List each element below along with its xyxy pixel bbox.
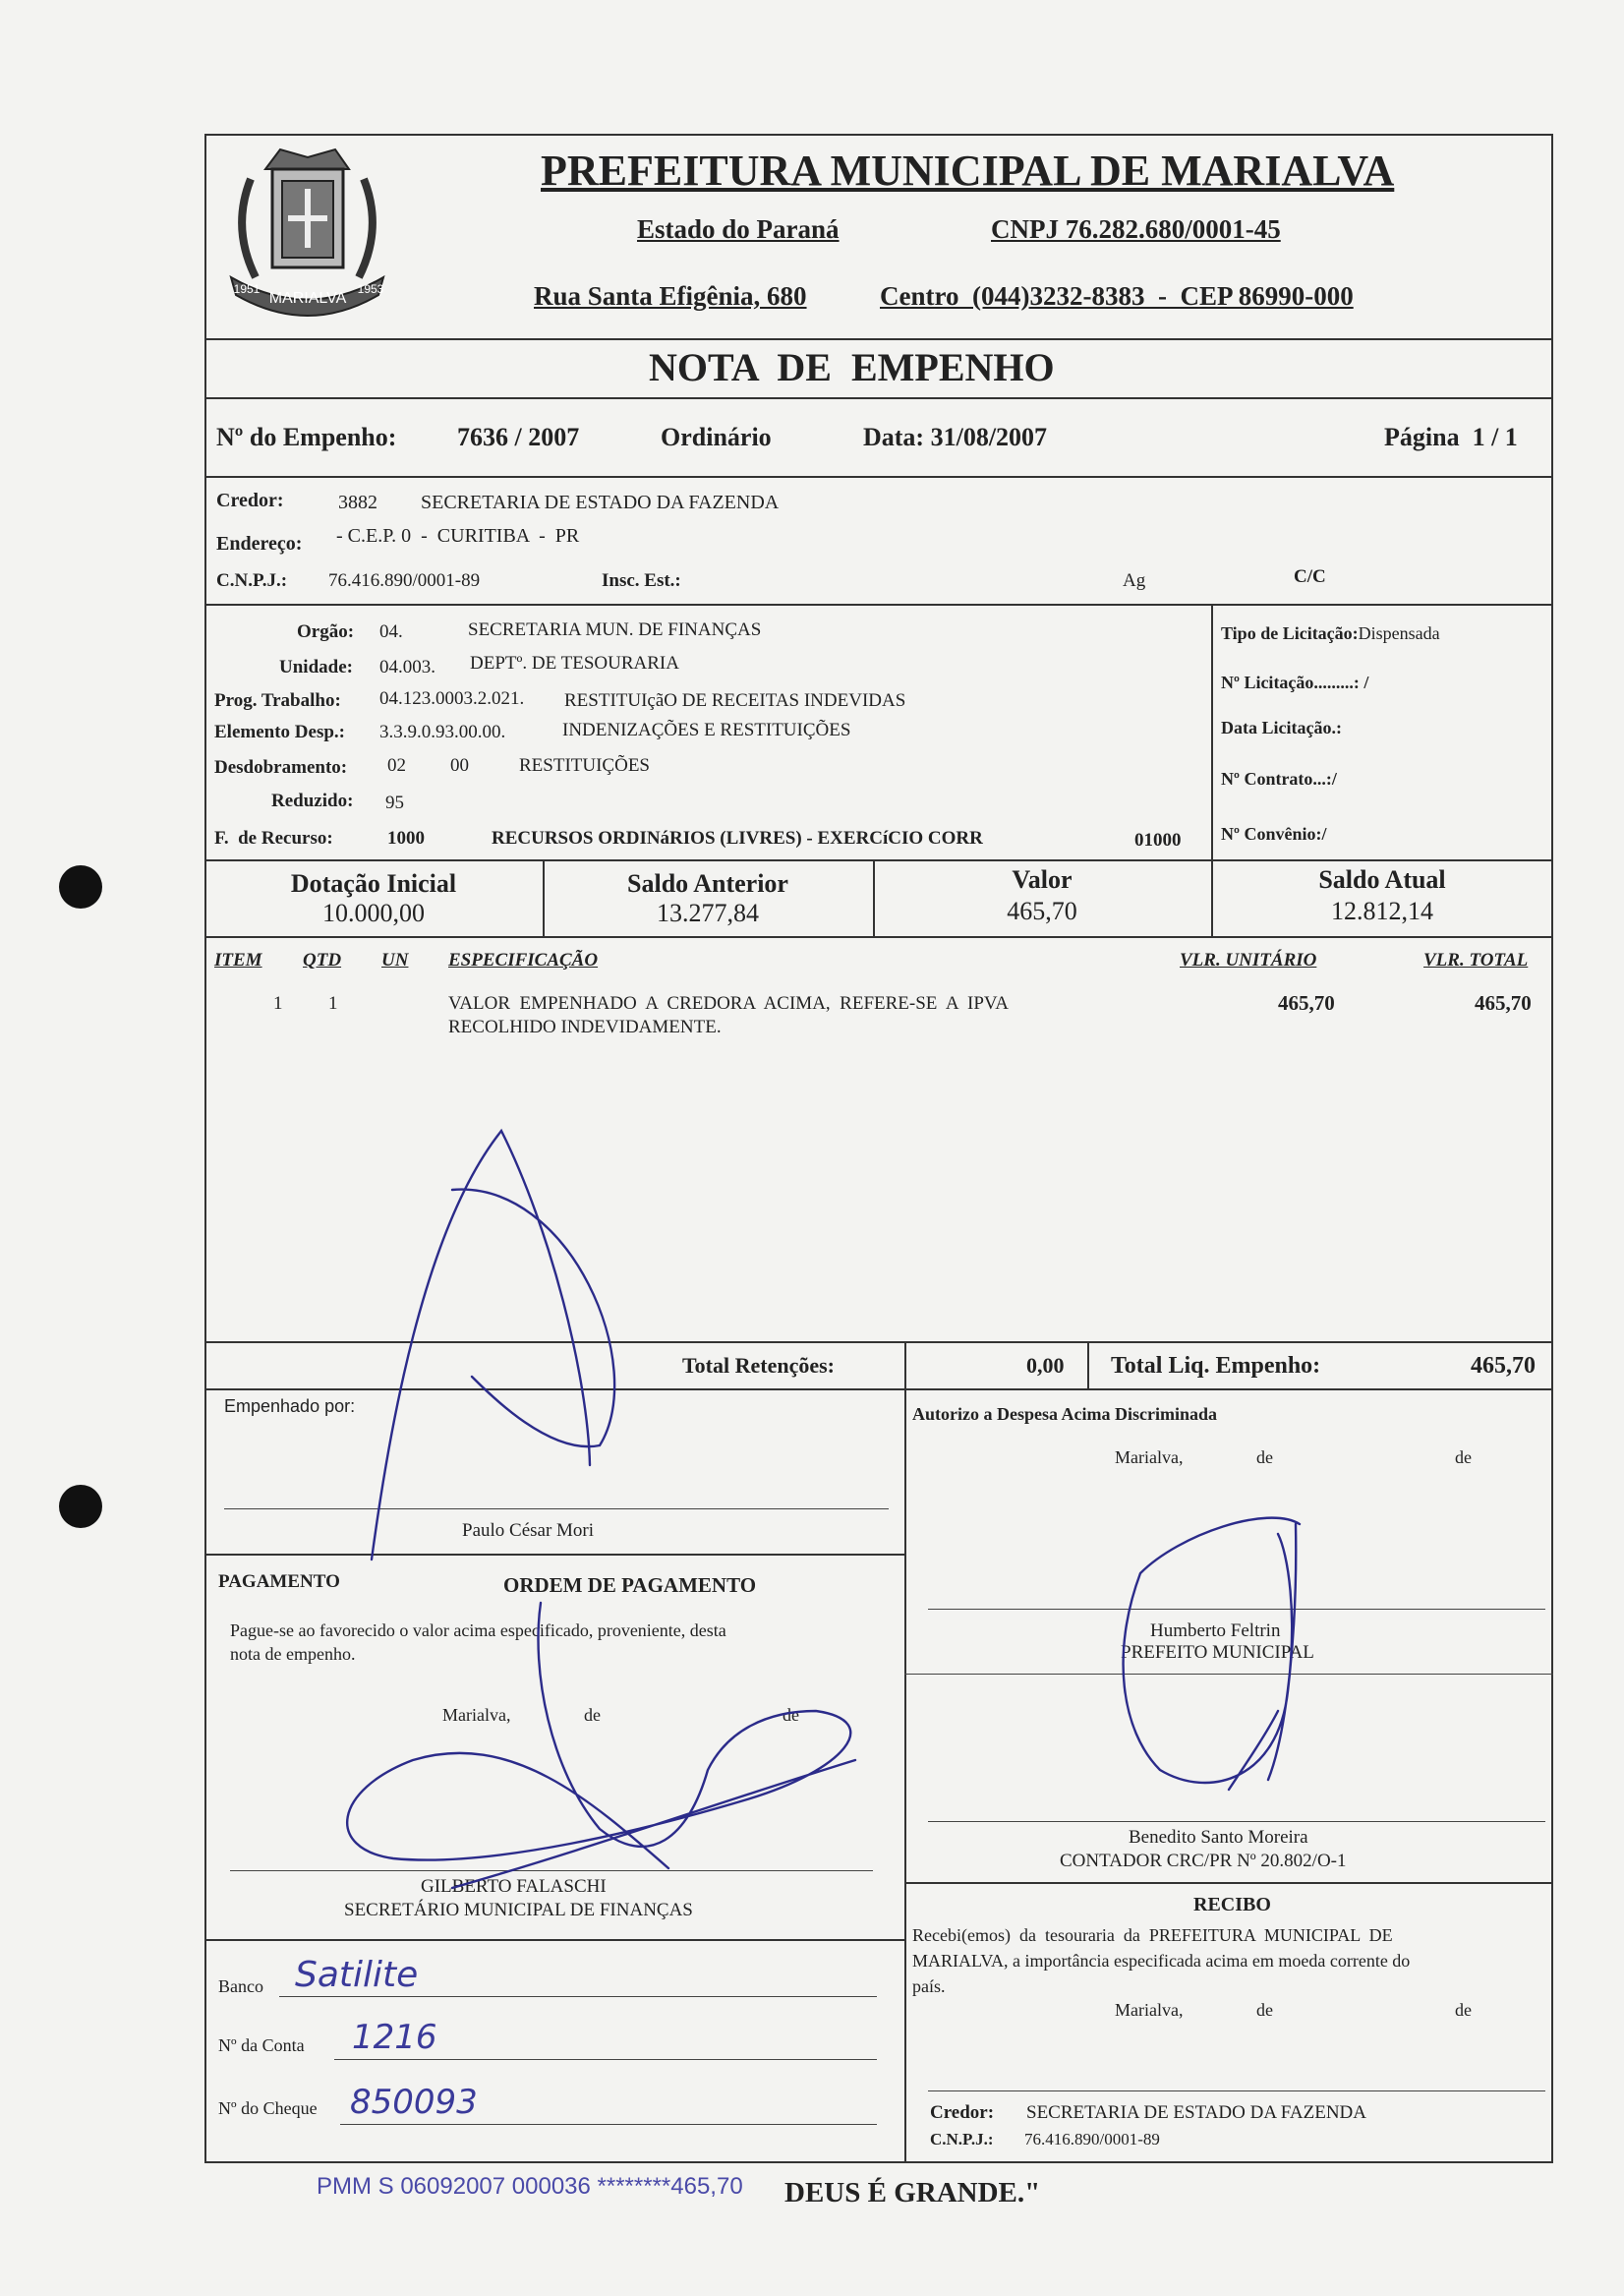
pagamento-de-1: de — [584, 1705, 601, 1725]
saldo-anterior-label: Saldo Anterior — [627, 869, 788, 898]
autorizo-de-1: de — [1256, 1447, 1273, 1467]
conta-label: Nº da Conta — [218, 2035, 305, 2055]
doc-title: NOTA DE EMPENHO — [649, 345, 1055, 389]
total-retencoes-label: Total Retenções: — [682, 1353, 835, 1378]
desdobramento-code-1: 02 — [387, 755, 406, 776]
recibo-title: RECIBO — [1193, 1894, 1271, 1915]
recibo-credor-label: Credor: — [930, 2102, 995, 2123]
address-label: Endereço: — [216, 533, 303, 555]
col-vlr-total: VLR. TOTAL — [1423, 950, 1529, 971]
saldo-atual-label: Saldo Atual — [1318, 865, 1446, 894]
dotacao-value: 10.000,00 — [322, 899, 425, 927]
unidade-name: DEPTº. DE TESOURARIA — [470, 653, 679, 674]
credor-cnpj: 76.416.890/0001-89 — [328, 570, 481, 591]
recurso-code: 1000 — [387, 828, 425, 849]
desdobramento-label: Desdobramento: — [214, 757, 348, 778]
check-stamp: PMM S 06092007 000036 ********465,70 — [317, 2173, 743, 2200]
item-number: 1 — [273, 993, 283, 1014]
cnpj-label: C.N.P.J.: — [216, 570, 288, 591]
autorizo-de-2: de — [1455, 1447, 1472, 1467]
elemento-code: 3.3.9.0.93.00.00. — [379, 722, 506, 742]
recurso-label: F. de Recurso: — [214, 828, 333, 849]
cheque-label: Nº do Cheque — [218, 2098, 318, 2118]
item-qtd: 1 — [328, 993, 338, 1014]
prog-label: Prog. Trabalho: — [214, 690, 341, 711]
credor-address: - C.E.P. 0 - CURITIBA - PR — [336, 525, 580, 547]
footer-motto: DEUS É GRANDE." — [784, 2177, 1041, 2208]
desdobramento-code-2: 00 — [450, 755, 469, 776]
empenho-label: Nº do Empenho: — [216, 423, 397, 451]
total-liq-label: Total Liq. Empenho: — [1111, 1353, 1321, 1379]
orgao-code: 04. — [379, 621, 403, 642]
empenho-type: Ordinário — [661, 423, 772, 451]
item-spec-line-1: VALOR EMPENHADO A CREDORA ACIMA, REFERE-SE A IPVA — [448, 993, 1009, 1014]
recibo-text-line-2: MARIALVA, a importância especificada acima em moeda corrente do — [912, 1951, 1411, 1971]
page-number: Página 1 / 1 — [1384, 423, 1518, 451]
recibo-credor-name: SECRETARIA DE ESTADO DA FAZENDA — [1026, 2102, 1366, 2123]
org-address: Rua Santa Efigênia, 680 — [534, 281, 807, 311]
recurso-name: RECURSOS ORDINáRIOS (LIVRES) - EXERCíCIO CORR — [492, 828, 983, 849]
col-vlr-unitario: VLR. UNITÁRIO — [1180, 950, 1317, 971]
total-liq-value: 465,70 — [1471, 1353, 1536, 1379]
org-contact: Centro (044)3232-8383 - CEP 86990-000 — [880, 281, 1354, 311]
recibo-cnpj-label: C.N.P.J.: — [930, 2130, 994, 2149]
desdobramento-name: RESTITUIÇÕES — [519, 755, 650, 776]
credor-name: SECRETARIA DE ESTADO DA FAZENDA — [421, 492, 780, 513]
col-un: UN — [381, 950, 409, 971]
secretario-name: GILBERTO FALASCHI — [421, 1876, 607, 1897]
autorizo-label: Autorizo a Despesa Acima Discriminada — [912, 1404, 1217, 1424]
numero-convenio: Nº Convênio:/ — [1221, 824, 1327, 844]
seal-year-left: 1951 — [233, 282, 261, 296]
cheque-value: 850093 — [350, 2083, 478, 2122]
cc-label: C/C — [1294, 566, 1326, 587]
org-cnpj: CNPJ 76.282.680/0001-45 — [991, 214, 1281, 244]
valor-label: Valor — [1012, 865, 1073, 894]
unidade-code: 04.003. — [379, 657, 435, 677]
tipo-licitacao-text: Tipo de Licitação: — [1221, 623, 1359, 643]
dotacao-label: Dotação Inicial — [290, 869, 457, 898]
data-licitacao: Data Licitação.: — [1221, 718, 1342, 737]
recibo-text-line-1: Recebi(emos) da tesouraria da PREFEITURA MUNICIPAL DE — [912, 1925, 1393, 1945]
contador-name: Benedito Santo Moreira — [1129, 1827, 1308, 1848]
col-item: ITEM — [214, 950, 262, 971]
unidade-label: Unidade: — [279, 657, 353, 677]
secretario-title: SECRETÁRIO MUNICIPAL DE FINANÇAS — [344, 1900, 693, 1920]
elemento-label: Elemento Desp.: — [214, 722, 345, 742]
recibo-de-2: de — [1455, 2000, 1472, 2020]
pagamento-label: PAGAMENTO — [218, 1571, 340, 1592]
banco-label: Banco — [218, 1976, 263, 1996]
insc-label: Insc. Est.: — [602, 570, 681, 591]
empenhado-name: Paulo César Mori — [462, 1520, 595, 1541]
recurso-ref: 01000 — [1134, 830, 1182, 851]
recibo-city: Marialva, — [1115, 2000, 1184, 2020]
ag-label: Ag — [1123, 570, 1146, 591]
total-retencoes-value: 0,00 — [1026, 1353, 1065, 1378]
conta-value: 1216 — [352, 2018, 437, 2057]
signature-secretario — [347, 1603, 855, 1888]
saldo-anterior-value: 13.277,84 — [657, 899, 759, 927]
valor-value: 465,70 — [1007, 897, 1077, 925]
reduzido-code: 95 — [385, 793, 404, 813]
pagamento-city: Marialva, — [442, 1705, 511, 1725]
saldo-atual-value: 12.812,14 — [1331, 897, 1433, 925]
contador-title: CONTADOR CRC/PR Nº 20.802/O-1 — [1060, 1851, 1347, 1871]
empenho-number: 7636 / 2007 — [457, 423, 580, 451]
item-spec-line-2: RECOLHIDO INDEVIDAMENTE. — [448, 1017, 722, 1037]
reduzido-label: Reduzido: — [271, 791, 354, 811]
pagamento-de-2: de — [783, 1705, 799, 1725]
tipo-licitacao-value: Dispensada — [1358, 623, 1440, 643]
ordem-pagamento-title: ORDEM DE PAGAMENTO — [503, 1573, 757, 1597]
pagamento-text-line-1: Pague-se ao favorecido o valor acima especificado, proveniente, desta — [230, 1620, 726, 1640]
recibo-cnpj: 76.416.890/0001-89 — [1024, 2130, 1160, 2149]
state-name: Estado do Paraná — [637, 214, 840, 244]
prefeito-name: Humberto Feltrin — [1150, 1620, 1281, 1641]
empenhado-label: Empenhado por: — [224, 1396, 356, 1416]
col-especificacao: ESPECIFICAÇÃO — [448, 950, 599, 971]
prefeito-title: PREFEITO MUNICIPAL — [1121, 1642, 1314, 1663]
elemento-name: INDENIZAÇÕES E RESTITUIÇÕES — [562, 720, 851, 740]
signature-prefeito — [1124, 1518, 1300, 1790]
prog-name: RESTITUIçãO DE RECEITAS INDEVIDAS — [564, 690, 906, 711]
numero-licitacao: Nº Licitação.........: / — [1221, 673, 1369, 692]
prog-code: 04.123.0003.2.021. — [379, 688, 525, 709]
seal-text: MARIALVA — [268, 290, 347, 307]
orgao-name: SECRETARIA MUN. DE FINANÇAS — [468, 619, 762, 640]
recibo-text-line-3: país. — [912, 1976, 946, 1996]
credor-code: 3882 — [338, 492, 377, 513]
recibo-de-1: de — [1256, 2000, 1273, 2020]
col-qtd: QTD — [303, 950, 342, 971]
item-unit-value: 465,70 — [1278, 991, 1335, 1015]
seal-year-right: 1953 — [357, 282, 384, 296]
item-total-value: 465,70 — [1475, 991, 1532, 1015]
org-name: PREFEITURA MUNICIPAL DE MARIALVA — [541, 147, 1395, 195]
numero-contrato: Nº Contrato...:/ — [1221, 769, 1337, 789]
credor-label: Credor: — [216, 490, 284, 511]
pagamento-text-line-2: nota de empenho. — [230, 1644, 356, 1664]
orgao-label: Orgão: — [297, 621, 355, 642]
empenho-date: Data: 31/08/2007 — [863, 423, 1048, 451]
signature-empenhado — [372, 1131, 614, 1560]
banco-value: Satilite — [295, 1955, 419, 1995]
autorizo-city: Marialva, — [1115, 1447, 1184, 1467]
